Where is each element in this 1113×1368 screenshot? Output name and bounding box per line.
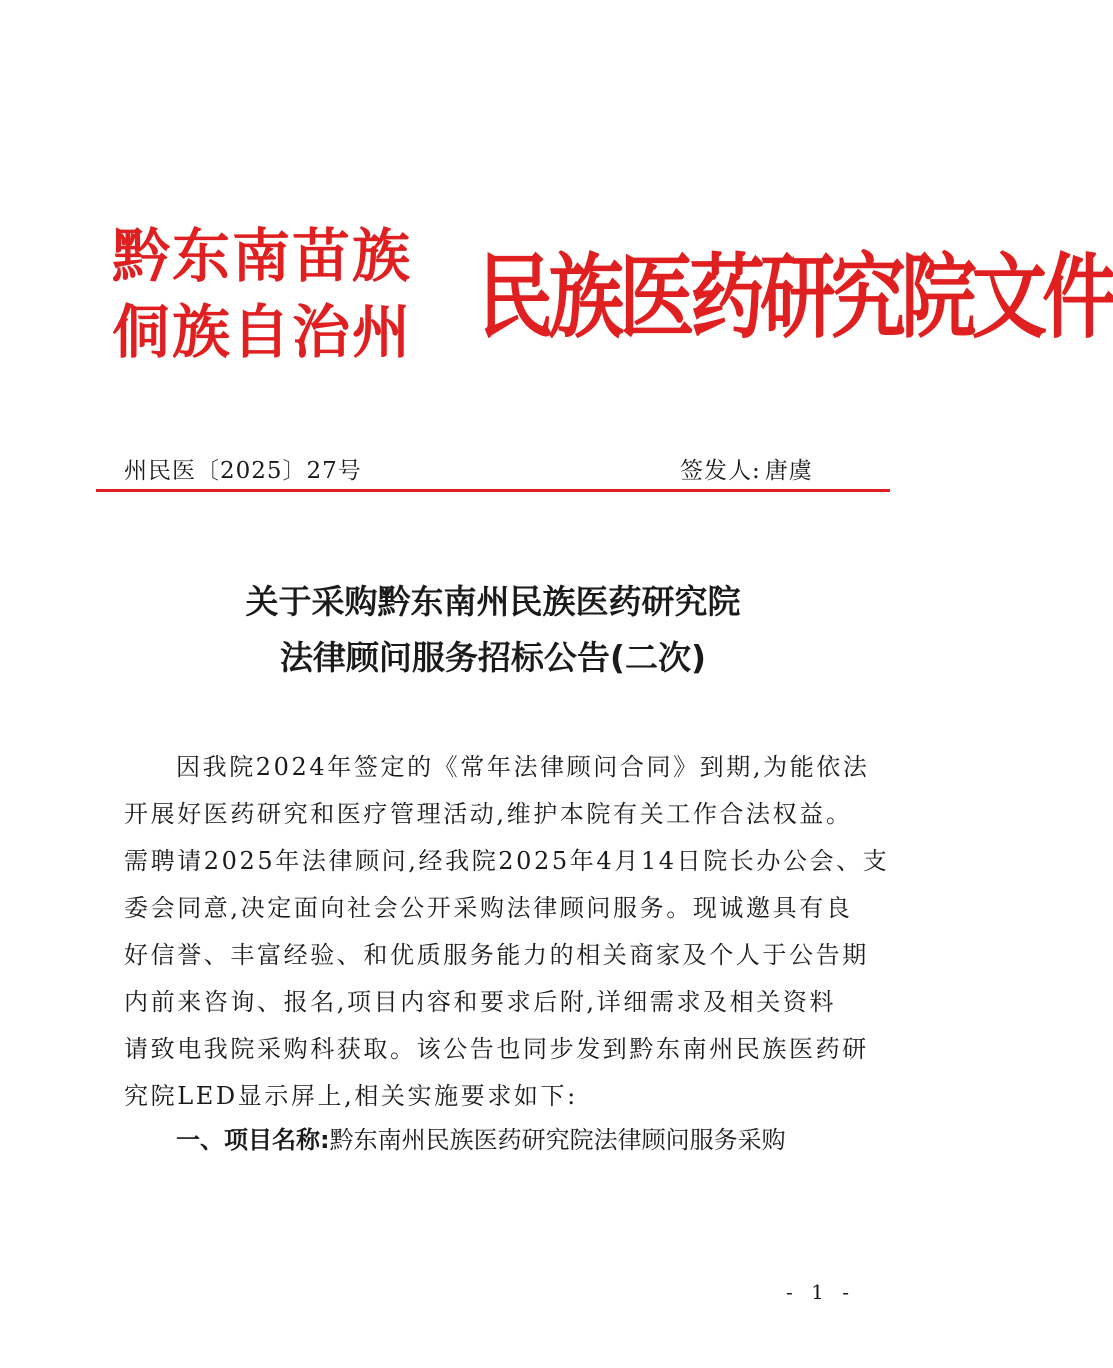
document-number: 州民医〔2025〕27号 [124, 458, 362, 484]
body-line: 好信誉、丰富经验、和优质服务能力的相关商家及个人于公告期 [124, 941, 869, 969]
page-number: - 1 - [786, 1280, 855, 1304]
letterhead-left-block [112, 218, 472, 370]
issuer [680, 452, 813, 485]
letterhead-left-line-1: 黔东南苗族 [112, 222, 413, 290]
document-letterhead [112, 218, 1113, 378]
letterhead-left-line-2: 侗族自治州 [112, 298, 413, 366]
body-line: 因我院2024年签定的《常年法律顾问合同》到期,为能依法 [176, 753, 870, 781]
body-line: 请致电我院采购科获取。该公告也同步发到黔东南州民族医药研 [124, 1035, 869, 1063]
red-divider-line [96, 489, 890, 492]
section-1-lead: 一、项目名称: [176, 1126, 330, 1154]
body-line: 究院LED显示屏上,相关实施要求如下: [124, 1082, 578, 1110]
section-1-text: 黔东南州民族医药研究院法律顾问服务采购 [329, 1126, 786, 1154]
document-title-line-2: 法律顾问服务招标公告(二次) [279, 638, 707, 677]
body-paragraph [124, 744, 890, 1120]
body-line: 开展好医药研究和医疗管理活动,维护本院有关工作合法权益。 [124, 800, 853, 828]
body-line: 委会同意,决定面向社会公开采购法律顾问服务。现诚邀具有良 [124, 894, 853, 922]
section-1-heading [176, 1120, 786, 1155]
document-title-line-1: 关于采购黔东南州民族医药研究院 [245, 582, 741, 621]
issuer-label: 签发人: [680, 458, 761, 484]
letterhead-right-title: 民族医药研究院文件 [478, 244, 1113, 351]
body-line: 需聘请2025年法律顾问,经我院2025年4月14日院长办公会、支 [124, 847, 890, 875]
body-line: 内前来咨询、报名,项目内容和要求后附,详细需求及相关资料 [124, 988, 837, 1016]
issuer-name: 唐虞 [764, 458, 813, 484]
